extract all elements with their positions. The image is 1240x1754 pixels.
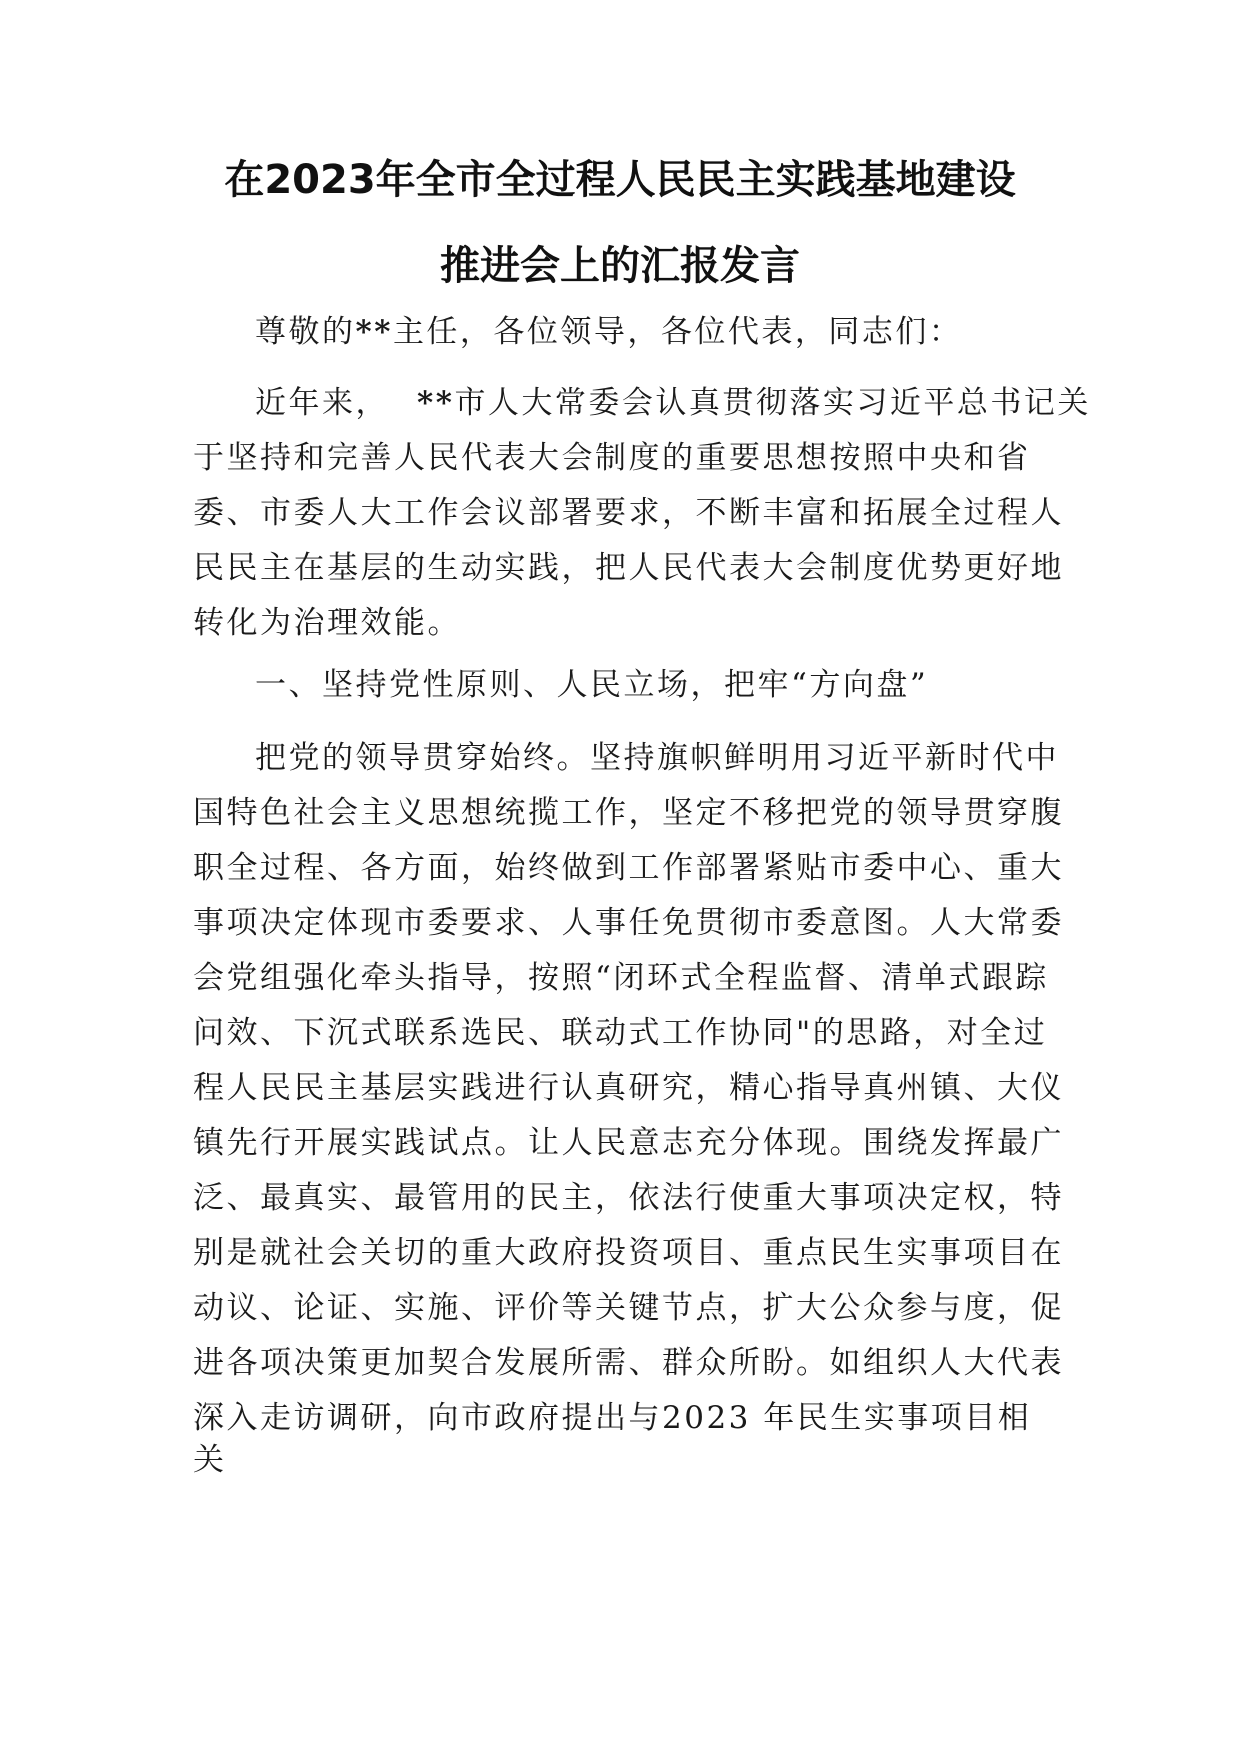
paragraph-2-line-6: 问效、下沉式联系选民、联动式工作协同"的思路，对全过 (193, 1015, 1048, 1051)
paragraph-2-line-1: 把党的领导贯穿始终。坚持旗帜鲜明用习近平新时代中 (255, 740, 1059, 776)
paragraph-2-line-11: 动议、论证、实施、评价等关键节点，扩大公众参与度，促 (193, 1290, 1064, 1326)
paragraph-1-line-1 (255, 383, 1091, 423)
paragraph-2-line-4: 事项决定体现市委要求、人事任免贯彻市委意图。人大常委 (193, 905, 1064, 941)
document-title-line-1: 在2023年全市全过程人民民主实践基地建设 (224, 157, 1016, 203)
paragraph-2-line-14: 关 (193, 1442, 227, 1478)
paragraph-2-line-13: 深入走访调研，向市政府提出与2023 年民生实事项目相 (193, 1400, 1032, 1436)
paragraph-2-line-12: 进各项决策更加契合发展所需、群众所盼。如组织人大代表 (193, 1345, 1064, 1381)
paragraph-2-line-10: 别是就社会关切的重大政府投资项目、重点民生实事项目在 (193, 1235, 1064, 1271)
paragraph-2-line-9: 泛、最真实、最管用的民主，依法行使重大事项决定权，特 (193, 1180, 1064, 1216)
paragraph-1-line-3: 委、市委人大工作会议部署要求，不断丰富和拓展全过程人 (193, 495, 1064, 531)
paragraph-2-line-5: 会党组强化牵头指导，按照“闭环式全程监督、清单式跟踪 (193, 960, 1049, 996)
section-heading-1: 一、坚持党性原则、人民立场，把牢“方向盘” (255, 667, 929, 703)
paragraph-1-line-5: 转化为治理效能。 (193, 605, 461, 641)
paragraph-1-line-2: 于坚持和完善人民代表大会制度的重要思想按照中央和省 (193, 440, 1031, 476)
document-title-line-2: 推进会上的汇报发言 (440, 243, 800, 289)
paragraph-1-line-4: 民民主在基层的生动实践，把人民代表大会制度优势更好地 (193, 550, 1064, 586)
paragraph-2-line-7: 程人民民主基层实践进行认真研究，精心指导真州镇、大仪 (193, 1070, 1064, 1106)
paragraph-2-line-8: 镇先行开展实践试点。让人民意志充分体现。围绕发挥最广 (193, 1125, 1064, 1161)
paragraph-1-line-1-rest: 市人大常委会认真贯彻落实习近平总书记关 (454, 385, 1091, 421)
paragraph-2-line-3: 职全过程、各方面，始终做到工作部署紧贴市委中心、重大 (193, 850, 1064, 886)
paragraph-1-lead: 近年来， (255, 385, 389, 421)
salutation-text-before: 尊敬的 (255, 314, 356, 350)
salutation-text-after: 主任，各位领导，各位代表，同志们： (392, 314, 963, 350)
redacted-name-mask: ** (355, 314, 393, 350)
paragraph-2-line-2: 国特色社会主义思想统揽工作，坚定不移把党的领导贯穿腹 (193, 795, 1064, 831)
redacted-city-mask: ** (417, 385, 455, 421)
salutation (255, 312, 962, 352)
